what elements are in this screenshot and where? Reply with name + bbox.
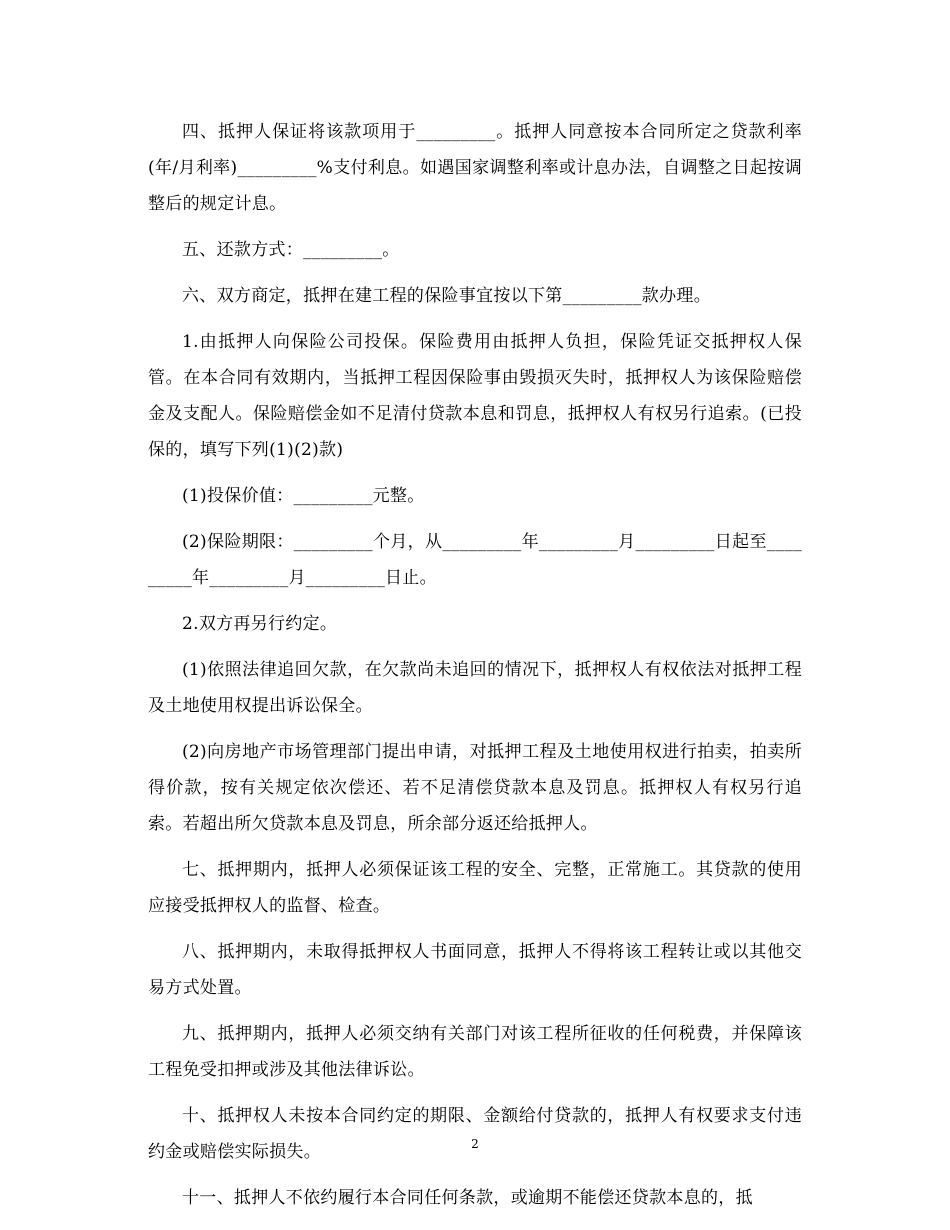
insurance-period-item: (2)保险期限：_________个月，从_________年_________月_________日起至_________年_________月_________日止。 bbox=[148, 532, 802, 588]
auction-application-item: (2)向房地产市场管理部门提出申请，对抵押工程及土地使用权进行拍卖，拍卖所得价款，按有关规定依次偿还、若不足清偿贷款本息及罚息。抵押权人有权另行追索。若超出所欠贷款本息及罚息，所余部分返还给抵押人。 bbox=[148, 742, 802, 834]
clause-8-transfer-restriction: 八、抵押期内，未取得抵押权人书面同意，抵押人不得将该工程转让或以其他交易方式处置。 bbox=[148, 942, 802, 998]
legal-recovery-item: (1)依照法律追回欠款，在欠款尚未追回的情况下，抵押权人有权依法对抵押工程及土地使用权提出诉讼保全。 bbox=[148, 660, 802, 716]
page-number: 2 bbox=[471, 1137, 479, 1151]
clause-4-loan-use-and-interest: 四、抵押人保证将该款项用于_________。抵押人同意按本合同所定之贷款利率(年/月利率)_________%支付利息。如遇国家调整利率或计息办法，自调整之日起按调整后的规定计息。 bbox=[148, 122, 802, 214]
clause-11-mortgagor-breach: 十一、抵押人不依约履行本合同任何条款，或逾期不能偿还贷款本息的，抵 bbox=[182, 1188, 753, 1208]
clause-7-project-safety: 七、抵押期内，抵押人必须保证该工程的安全、完整，正常施工。其贷款的使用应接受抵押权人的监督、检查。 bbox=[148, 860, 802, 916]
clause-9-taxes-and-fees: 九、抵押期内，抵押人必须交纳有关部门对该工程所征收的任何税费，并保障该工程免受扣押或涉及其他法律诉讼。 bbox=[148, 1024, 802, 1080]
clause-6-insurance-arrangement: 六、双方商定，抵押在建工程的保险事宜按以下第_________款办理。 bbox=[182, 286, 711, 306]
option-1-insurance-by-mortgagor: 1.由抵押人向保险公司投保。保险费用由抵押人负担，保险凭证交抵押权人保管。在本合同有效期内，当抵押工程因保险事由毁损灭失时，抵押权人为该保险赔偿金及支配人。保险赔偿金如不足清付贷款本息和罚息，抵押权人有权另行追索。(已投保的，填写下列(1)(2)款) bbox=[148, 332, 802, 460]
clause-10-mortgagee-breach: 十、抵押权人未按本合同约定的期限、金额给付贷款的，抵押人有权要求支付违约金或赔偿实际损失。 bbox=[148, 1106, 802, 1162]
option-2-other-agreement: 2.双方再另行约定。 bbox=[182, 614, 338, 634]
clause-5-repayment-method: 五、还款方式：_________。 bbox=[182, 240, 400, 260]
insured-value-item: (1)投保价值：_________元整。 bbox=[182, 486, 425, 506]
contract-body bbox=[148, 114, 802, 1226]
